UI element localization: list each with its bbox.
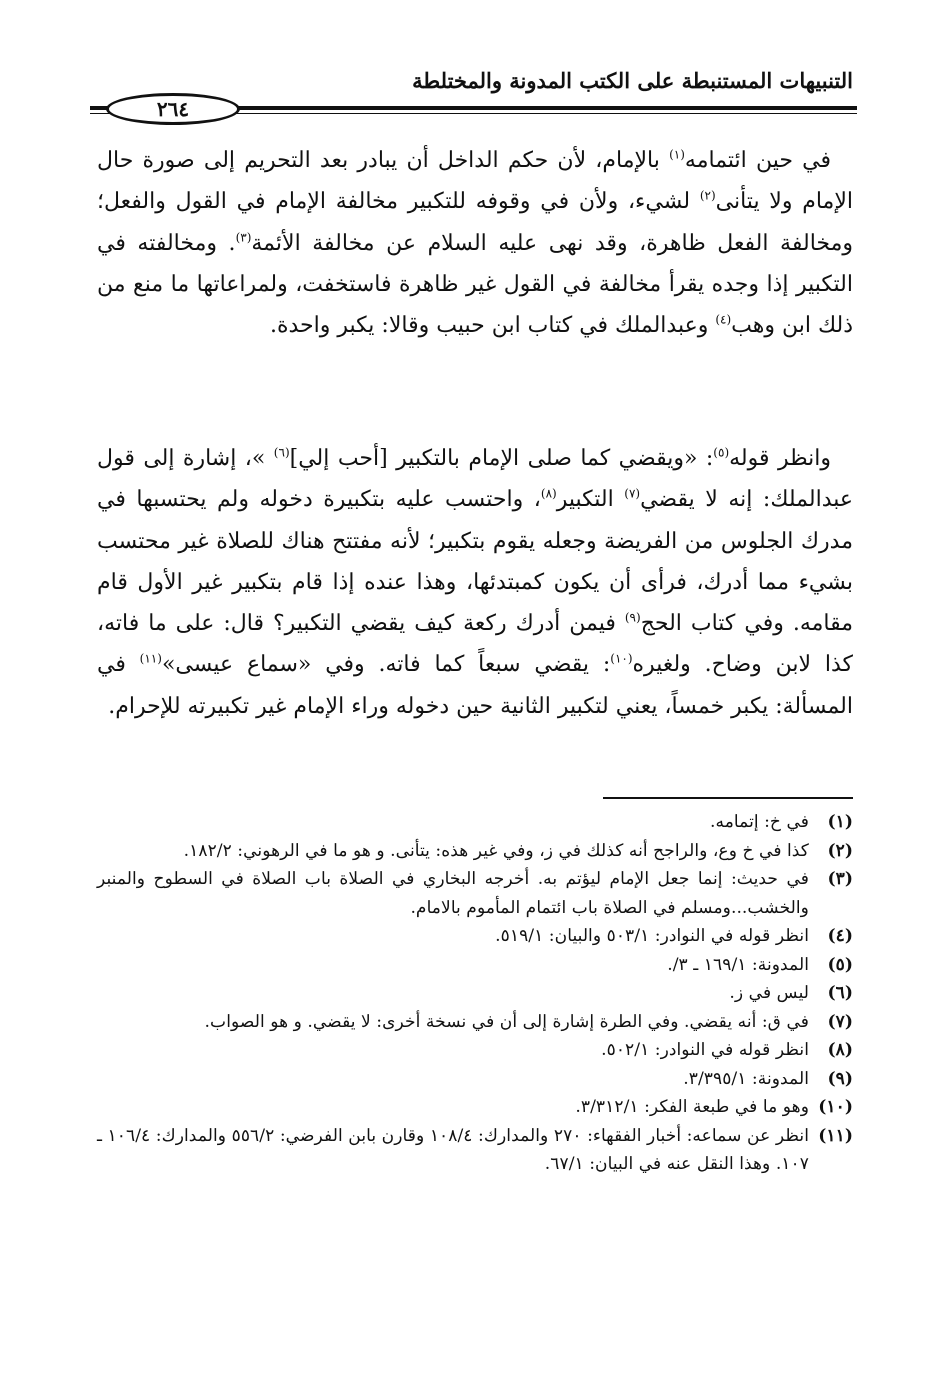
running-header-title: التنبيهات المستنبطة على الكتب المدونة والمختلطة: [412, 68, 853, 93]
footnote: [97, 1093, 853, 1122]
footnote-ref: (٨): [540, 486, 557, 501]
text-run: بالإمام، لأن حكم الداخل أن يبادر بعد التحريم إلى صورة حال الإمام ولا يتأنى: [97, 148, 853, 215]
footnote-text: كذا في خ وع، والراجح أنه كذلك في ز، وفي غير هذه: يتأنى. و هو ما في الرهوني: ١٨٢/٢.: [183, 840, 809, 861]
text-run: التكبير: [556, 487, 625, 513]
footnote-ref: (٣): [235, 230, 252, 245]
footnote-number: (١٠): [818, 1097, 853, 1117]
footnote-text: في ق: أنه يقضي. وفي الطرة إشارة إلى أن في نسخة أخرى: لا يقضي. و هو الصواب.: [204, 1011, 809, 1032]
footnote-text: في خ: إتمامه.: [710, 812, 809, 832]
footnote-ref: (١): [669, 147, 685, 162]
footnote-ref: (٢): [699, 188, 716, 203]
footnote: [97, 951, 853, 980]
footnote-number: (٤): [827, 926, 853, 946]
footnote-separator: [603, 797, 853, 799]
footnote: [97, 1036, 853, 1065]
footnote-ref: (٥): [713, 445, 730, 460]
footnote-ref: (١٠): [610, 652, 633, 667]
footnote-text: انظر قوله في النوادر: ٥٠٢/١.: [601, 1040, 809, 1060]
footnote-number: (٢): [827, 840, 853, 861]
text-run: . ومخالفته في التكبير إذا وجده يقرأ مخالفة في القول غير ظاهرة فاستخفت، ولمراعاتها ما منع من ذلك ابن وهب: [97, 230, 854, 339]
footnote-ref: (٩): [624, 610, 641, 625]
text-run: فيمن أدرك ركعة كيف يقضي التكبير؟ قال: على ما فاته، كذا لابن وضاح. ولغيره: [97, 611, 853, 678]
footnote: [97, 837, 853, 866]
footnote-text: في حديث: إنما جعل الإمام ليؤتم به. أخرجه البخاري في الصلاة باب الصلاة في السطوح والمنبر والخشب...ومسلم في الصلاة باب ائتمام المأموم بالامام.: [97, 869, 809, 918]
footnote-text: انظر عن سماعه: أخبار الفقهاء: ٢٧٠ والمدارك: ١٠٨/٤ وقارن بابن الفرضي: ٥٥٦/٢ والمدارك: ١٠٦/٤ ـ ١٠٧. وهذا النقل عنه في البيان: ٦٧/١.: [97, 1125, 809, 1174]
footnote-number: (٥): [827, 954, 853, 975]
footnote-ref: (٤): [715, 312, 732, 327]
footnote-number: (٩): [827, 1068, 853, 1089]
footnote-number: (١١): [818, 1125, 853, 1146]
text-run: ، واحتسب عليه بتكبيرة دخوله ولم يحتسبها في مدرك الجلوس من الفريضة وجعله يقوم بتكبير؛ لأنه مفتتح هناك للصلاة غير محتسب بشيء مما أدرك، فرأى أن يكون كمبتدئها، وهذا عنده إذا قام بتكبير غير الأول قام مقامه. وفي كتاب الحج: [97, 487, 854, 637]
text-run: في المسألة: يكبر خمساً، يعني لتكبير الثانية حين دخوله وراء الإمام غير تكبيرته للإحرام.: [97, 652, 853, 719]
text-run: : «ويقضي كما صلى الإمام بالتكبير [أحب إلي]: [289, 446, 714, 471]
footnote-number: (٨): [827, 1040, 853, 1060]
footnote: [97, 979, 853, 1008]
footnote: [97, 865, 853, 922]
footnote-text: المدونة: ١٦٩/١ ـ ٣/.: [667, 954, 809, 975]
footnote-ref: (١١): [139, 652, 162, 667]
text-run: وانظر قوله: [729, 446, 832, 471]
footnote-ref: (٧): [624, 486, 641, 501]
footnote-number: (١): [827, 812, 853, 832]
footnote-text: ليس في ز.: [729, 983, 809, 1003]
footnote-text: المدونة: ٣/٣٩٥/١.: [683, 1068, 809, 1089]
footnote-number: (٣): [827, 869, 853, 889]
text-run: وعبدالملك في كتاب ابن حبيب وقالا: يكبر واحدة.: [269, 313, 716, 339]
footnote-number: (٧): [827, 1011, 853, 1032]
page-number-label: ٢٦٤: [156, 97, 190, 121]
text-run: : يقضي سبعاً كما فاته. وفي «سماع عيسى»: [161, 652, 611, 678]
footnote-text: انظر قوله في النوادر: ٥٠٣/١ والبيان: ٥١٩/١.: [495, 926, 809, 946]
text-run: »، إشارة إلى قول عبدالملك: إنه لا يقضي: [97, 446, 854, 513]
footnote: [97, 1065, 853, 1094]
footnote-text: وهو ما في طبعة الفكر: ٣/٣١٢/١.: [575, 1097, 809, 1117]
body-paragraph-2: [97, 438, 853, 727]
footnote: [97, 808, 853, 837]
footnote: [97, 922, 853, 951]
footnote: [97, 1008, 853, 1037]
footnote-ref: (٦): [273, 445, 290, 460]
footnote-number: (٦): [827, 983, 853, 1003]
page-number: [106, 93, 240, 125]
text-run: لشيء، ولأن في وقوفه للتكبير مخالفة الإمام في القول والفعل؛ ومخالفة الفعل ظاهرة، وقد نهى عليه السلام عن مخالفة الأئمة: [97, 189, 854, 256]
footnotes-list: [97, 808, 853, 1179]
footnote: [97, 1122, 853, 1179]
text-run: في حين ائتمامه: [684, 148, 831, 173]
body-paragraph-1: [97, 140, 853, 346]
